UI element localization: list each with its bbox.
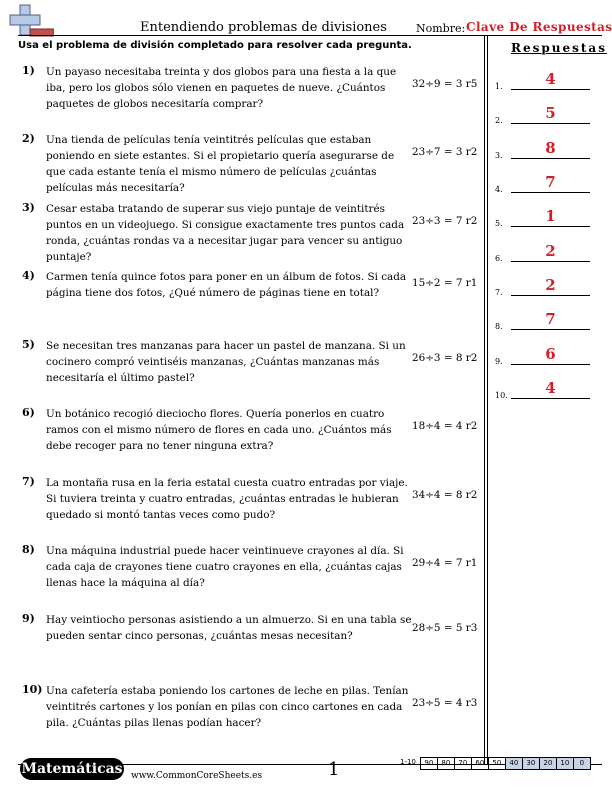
problem-item	[22, 132, 490, 194]
score-cell: 80	[438, 757, 455, 770]
answer-value: 6	[545, 345, 556, 363]
problem-equation: 29÷4 = 7 r1	[412, 557, 478, 569]
answer-number: 7.	[495, 288, 503, 297]
answer-line	[511, 192, 590, 193]
worksheet-title: Entendiendo problemas de divisiones	[140, 20, 387, 35]
answer-number: 10.	[495, 391, 508, 400]
problem-text: Un payaso necesitaba treinta y dos globos para una fiesta a la que iba, pero los globos sólo vienen en paquetes de nueve. ¿Cuántos paquetes de globos necesitaría comprar?	[46, 66, 397, 110]
brand-badge: Matemáticas	[20, 758, 124, 780]
problem-text: Una tienda de películas tenía veintitrés películas que estaban poniendo en siete estantes. Si el propietario quería asegurarse de que cada estante tenía el mismo número de películas ¿cuántas películas más necesitaría?	[46, 134, 395, 194]
problem-text: Cesar estaba tratando de superar sus viejo puntaje de veintitrés puntos en un videojuego. Si consigue exactamente tres puntos cada ronda, ¿cuántas rondas va a necesitar jugar para vencer su antiguo puntaje?	[46, 203, 405, 263]
score-cell: 70	[455, 757, 472, 770]
answer-number: 9.	[495, 357, 503, 366]
problem-number: 6)	[22, 406, 35, 419]
answer-line	[511, 295, 590, 296]
score-cell: 60	[472, 757, 489, 770]
problem-number: 4)	[22, 269, 35, 282]
name-label: Nombre:	[416, 22, 466, 35]
answer-value: 7	[545, 173, 556, 191]
problem-item	[22, 543, 490, 591]
answer-row	[495, 105, 595, 125]
answer-value: 4	[545, 70, 556, 88]
problem-equation: 26÷3 = 8 r2	[412, 352, 478, 364]
problem-item	[22, 64, 490, 112]
problem-text: Un botánico recogió dieciocho flores. Quería ponerlos en cuatro ramos con el mismo número de flores en cada uno. ¿Cuántos más debe recoger para no tener ninguna extra?	[46, 408, 392, 452]
problem-equation: 15÷2 = 7 r1	[412, 277, 478, 289]
answer-value: 5	[545, 104, 556, 122]
problem-text: Una máquina industrial puede hacer veintinueve crayones al día. Si cada caja de crayones tiene cuatro crayones en ella, ¿cuántas cajas llenas hace la máquina al día?	[46, 545, 404, 589]
page-number: 1	[328, 759, 340, 780]
score-cell: 10	[557, 757, 574, 770]
problem-text: Carmen tenía quince fotos para poner en un álbum de fotos. Si cada página tiene dos fotos, ¿Qué número de páginas tiene en total?	[46, 271, 407, 299]
problem-number: 8)	[22, 543, 35, 556]
answer-value: 8	[545, 139, 556, 157]
answer-row	[495, 174, 595, 194]
answer-row	[495, 277, 595, 297]
answer-number: 8.	[495, 322, 503, 331]
problem-number: 2)	[22, 132, 35, 145]
name-value: Clave De Respuestas	[466, 20, 612, 34]
logo-plus-icon	[6, 3, 54, 37]
answer-row	[495, 208, 595, 228]
problem-equation: 32÷9 = 3 r5	[412, 78, 478, 90]
instruction-text: Usa el problema de división completado para resolver cada pregunta.	[18, 40, 412, 51]
problem-text: Hay veintiocho personas asistiendo a un almuerzo. Si en una tabla se pueden sentar cinco personas, ¿cuántas mesas necesitan?	[46, 614, 412, 642]
answer-row	[495, 243, 595, 263]
problem-number: 3)	[22, 201, 35, 214]
answer-line	[511, 158, 590, 159]
problem-item	[22, 683, 490, 731]
site-url: www.CommonCoreSheets.es	[131, 771, 263, 781]
answer-row	[495, 346, 595, 366]
answer-line	[511, 89, 590, 90]
answer-row	[495, 71, 595, 91]
answer-value: 7	[545, 310, 556, 328]
problem-equation: 23÷7 = 3 r2	[412, 146, 478, 158]
answer-line	[511, 123, 590, 124]
answer-number: 3.	[495, 151, 503, 160]
answer-value: 4	[545, 379, 556, 397]
answer-row	[495, 311, 595, 331]
problem-equation: 23÷5 = 4 r3	[412, 697, 478, 709]
answer-number: 2.	[495, 116, 503, 125]
header-divider	[18, 35, 602, 36]
answer-value: 2	[545, 276, 556, 294]
answer-value: 1	[545, 207, 556, 225]
problem-equation: 34÷4 = 8 r2	[412, 489, 478, 501]
answer-row	[495, 140, 595, 160]
answer-number: 6.	[495, 254, 503, 263]
score-table	[400, 757, 591, 769]
problem-equation: 28÷5 = 5 r3	[412, 622, 478, 634]
answer-number: 4.	[495, 185, 503, 194]
answer-line	[511, 261, 590, 262]
problem-equation: 18÷4 = 4 r2	[412, 420, 478, 432]
answer-row	[495, 380, 595, 400]
answer-line	[511, 398, 590, 399]
answer-line	[511, 329, 590, 330]
problem-item	[22, 406, 490, 454]
answer-number: 1.	[495, 82, 503, 91]
problem-item	[22, 475, 490, 523]
answer-value: 2	[545, 242, 556, 260]
problem-number: 9)	[22, 612, 35, 625]
problem-equation: 23÷3 = 7 r2	[412, 215, 478, 227]
problem-item	[22, 338, 490, 386]
problem-number: 1)	[22, 64, 35, 77]
problem-number: 10)	[22, 683, 43, 696]
score-cell: 0	[574, 757, 591, 770]
answer-line	[511, 226, 590, 227]
problem-number: 7)	[22, 475, 35, 488]
score-cell: 40	[506, 757, 523, 770]
problem-number: 5)	[22, 338, 35, 351]
score-cell: 30	[523, 757, 540, 770]
answers-heading: Respuestas	[511, 41, 607, 55]
score-cell: 50	[489, 757, 506, 770]
answer-number: 5.	[495, 219, 503, 228]
score-cell: 20	[540, 757, 557, 770]
answer-line	[511, 364, 590, 365]
problem-text: La montaña rusa en la feria estatal cuesta cuatro entradas por viaje. Si tuviera treinta y cuatro entradas, ¿cuántas entradas le hubieran quedado si montó tantas veces como pudo?	[46, 477, 408, 521]
problem-item	[22, 269, 490, 317]
score-cell: 90	[420, 757, 438, 770]
score-range-label: 1-10	[400, 758, 416, 766]
problem-item	[22, 612, 490, 660]
problem-text: Se necesitan tres manzanas para hacer un pastel de manzana. Si un cocinero compró veintiséis manzanas, ¿Cuántas manzanas más necesitaría el último pastel?	[46, 340, 406, 384]
problem-item	[22, 201, 490, 263]
problem-text: Una cafetería estaba poniendo los cartones de leche en pilas. Tenían veintitrés cartones y los ponían en pilas con cinco cartones en cada pila. ¿Cuántas pilas llenas podían hacer?	[46, 685, 409, 729]
